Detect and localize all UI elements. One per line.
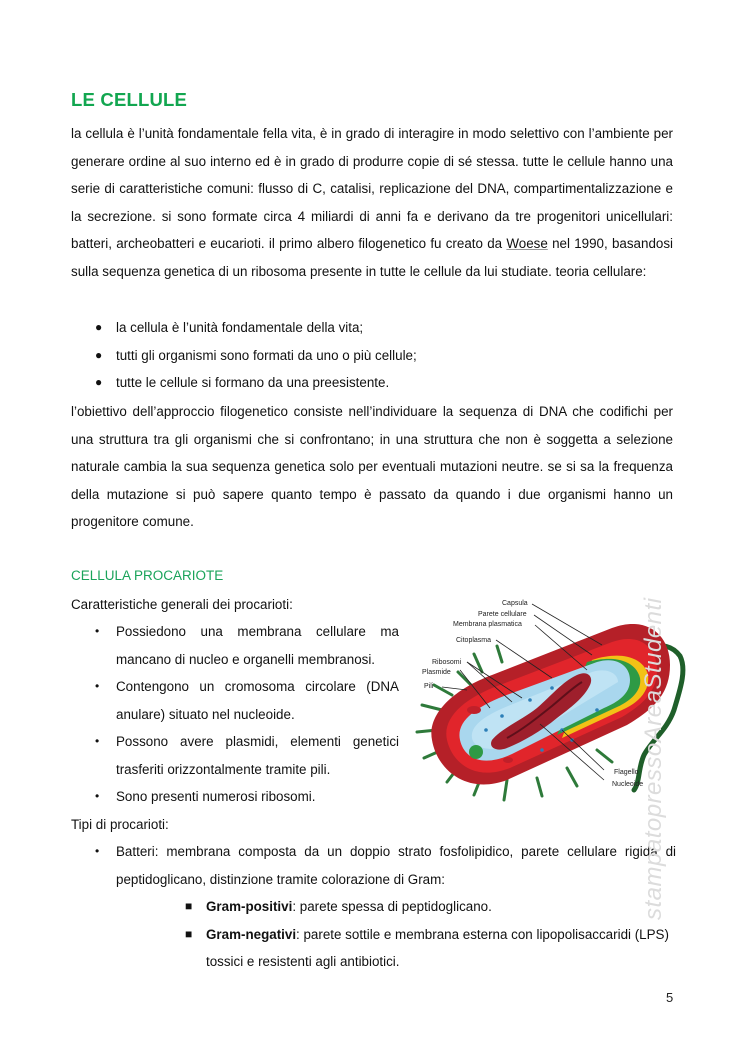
bullet-icon: • <box>95 679 100 693</box>
label-plasmide: Plasmide <box>422 669 451 676</box>
bullet-icon: ● <box>95 320 103 334</box>
list-item: • Possiedono una membrana cellulare ma mancano di nucleo e organelli membranosi. <box>116 618 399 673</box>
watermark: stampatopressoAreaStudenti <box>640 597 667 920</box>
intro-paragraph <box>71 120 673 285</box>
bullet-icon: • <box>95 844 100 858</box>
label-membrana: Membrana plasmatica <box>453 621 522 628</box>
label-parete: Parete cellulare <box>478 611 527 618</box>
cell-theory-list <box>95 314 676 397</box>
bullet-icon: ● <box>95 347 103 362</box>
label-nucleoide: Nucleoide <box>612 781 644 788</box>
list-item: • Contengono un cromosoma circolare (DNA anulare) situato nel nucleoide. <box>116 673 399 728</box>
square-bullet-icon: ■ <box>185 926 193 941</box>
label-ribosomi: Ribosomi <box>432 659 462 666</box>
label-pili: Pili <box>424 683 434 690</box>
square-bullet-icon: ■ <box>185 899 193 913</box>
list-item: ● tutte le cellule si formano da una preesistente. <box>116 369 676 397</box>
list-item: • Sono presenti numerosi ribosomi. <box>116 783 399 811</box>
list-item: • Possono avere plasmidi, elementi genetici trasferiti orizzontalmente tramite pili. <box>116 728 399 783</box>
bullet-icon: • <box>95 624 100 638</box>
bullet-icon: • <box>95 734 100 748</box>
bullet-icon: ● <box>95 375 103 389</box>
page-number: 5 <box>666 990 674 1005</box>
list-item: ■ Gram-positivi: parete spessa di peptidoglicano. <box>206 893 676 921</box>
phylogenetic-paragraph: l’obiettivo dell’approccio filogenetico consiste nell’individuare la sequenza di DNA che codifichi per una struttura tra gli organismi che si confrontano; in una struttura che non è soggetta a selezione naturale cambia la sua sequenza genetica solo per eventuali mutazioni neutre. se si sa la frequenza della mutazione si può sapere quanto tempo è passato da quando i due organismi hanno un progenitore comune. <box>71 404 673 529</box>
bullet-icon: • <box>95 789 100 803</box>
woese-link[interactable]: Woese <box>506 236 548 251</box>
prokaryote-features-list <box>95 618 399 811</box>
prokaryote-types-list <box>95 838 676 893</box>
gram-list <box>185 893 676 976</box>
list-item: ● la cellula è l’unità fondamentale della vita; <box>116 314 676 342</box>
intro-text-2: nel 1990, basandosi sulla sequenza genetica di un ribosoma presente in tutte le cellule da lui studiate. teoria cellulare: <box>71 236 674 279</box>
intro-text-1: la cellula è l’unità fondamentale fella vita, è in grado di interagire in modo selettivo con l’ambiente per generare ordine al suo interno ed è in grado di produrre copie di sé stessa. tutte le cellule hanno una serie di caratteristiche comuni: flusso di C, catalisi, replicazione del DNA, compartimentalizzazione e la secrezione. si sono formate circa 4 miliardi di anni fa e derivano da tre progenitori unicellulari: batteri, archeobatteri e eucarioti. il primo albero filogenetico fu creato da <box>71 126 673 251</box>
section-heading-procariote: CELLULA PROCARIOTE <box>71 568 224 583</box>
list-item: • Batteri: membrana composta da un doppio strato fosfolipidico, parete cellulare rigida di peptidoglicano, distinzione tramite colorazione di Gram: <box>116 838 676 893</box>
label-citoplasma: Citoplasma <box>456 637 492 644</box>
prokaryote-types-intro: Tipi di procarioti: <box>71 817 169 832</box>
list-item: ● tutti gli organismi sono formati da uno o più cellule; <box>116 342 676 370</box>
section-heading-le-cellule: LE CELLULE <box>71 89 188 110</box>
label-flagello: Flagello <box>614 769 639 776</box>
list-item: ■ Gram-negativi: parete sottile e membrana esterna con lipopolisaccaridi (LPS) tossici e resistenti agli antibiotici. <box>206 921 676 976</box>
prokaryote-intro: Caratteristiche generali dei procarioti: <box>71 597 293 612</box>
label-capsula: Capsula <box>502 600 528 607</box>
